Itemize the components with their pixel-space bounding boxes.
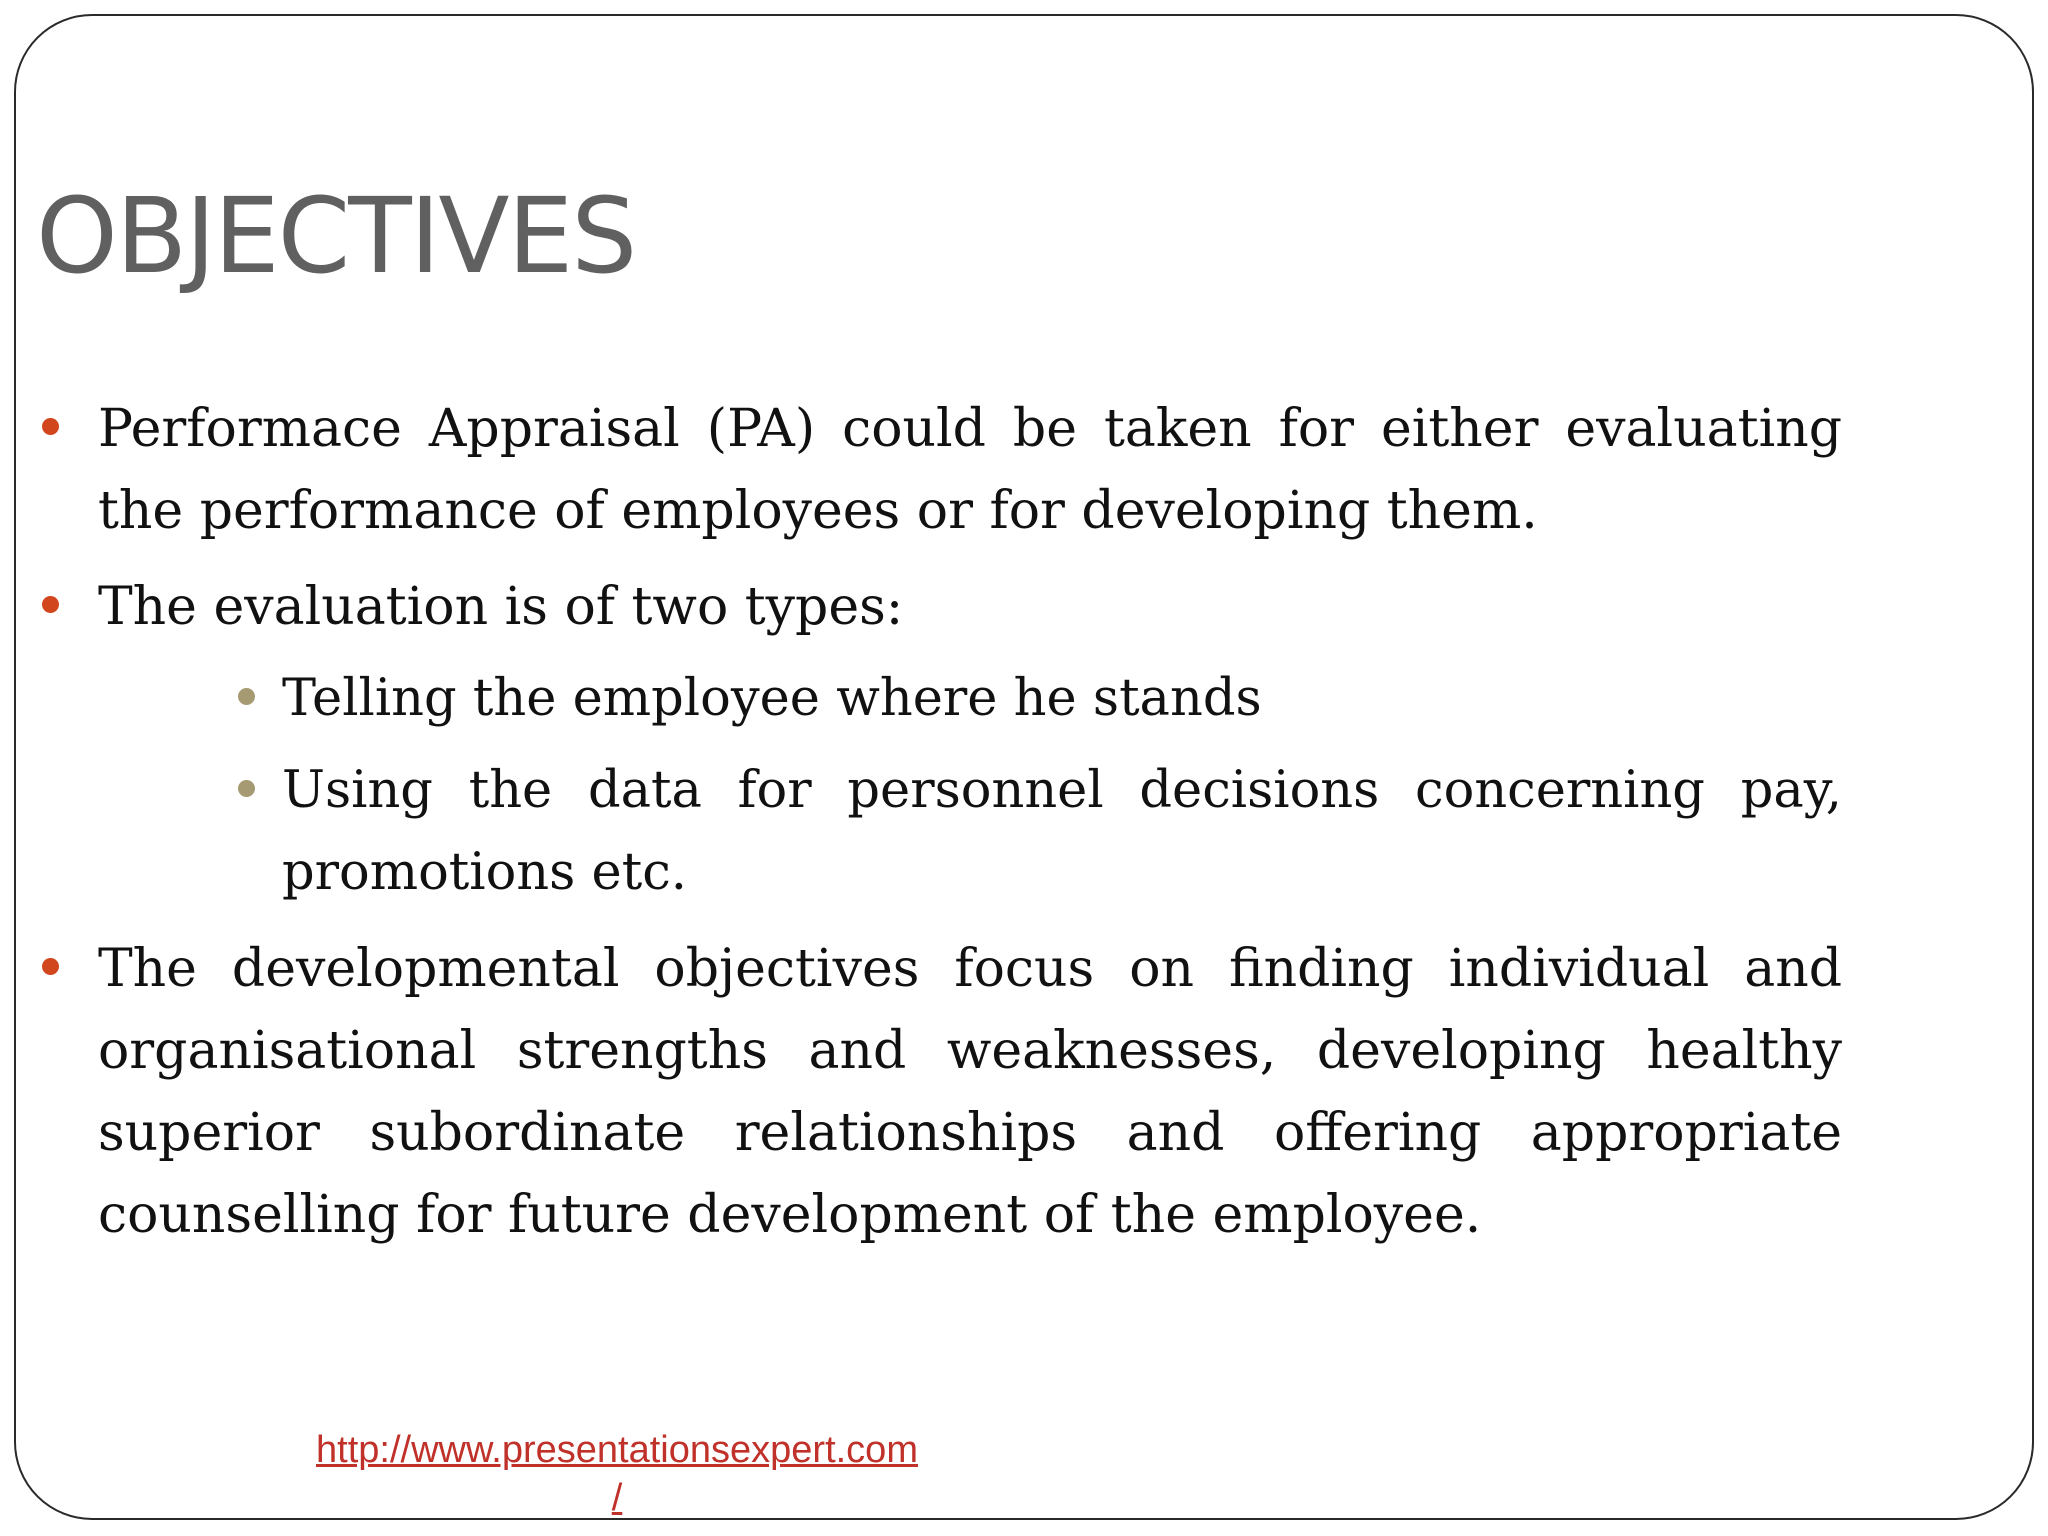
bullet-dot-icon bbox=[42, 418, 59, 435]
sub-bullet-dot-icon bbox=[238, 780, 255, 797]
bullet-dot-icon bbox=[42, 596, 59, 613]
bullet-list bbox=[16, 388, 1866, 1256]
bullet-item bbox=[16, 928, 1866, 1256]
footer-link-line1: http://www.presentationsexpert.com bbox=[316, 1429, 918, 1471]
footer-link-line2: / bbox=[611, 1477, 623, 1519]
bullet-item bbox=[16, 566, 1866, 648]
footer-link[interactable] bbox=[292, 1426, 942, 1520]
slide bbox=[14, 14, 2034, 1520]
bullet-item bbox=[16, 388, 1866, 552]
bullet-text: The developmental objectives focus on finding individual and organisational strengths and weaknesses, developing healthy superior subordinate relationships and offering appropriate counselling for future development of the employee. bbox=[98, 939, 1842, 1245]
sub-bullet-dot-icon bbox=[238, 688, 255, 705]
sub-bullet-text: Telling the employee where he stands bbox=[282, 669, 1262, 728]
slide-title: OBJECTIVES bbox=[36, 175, 636, 297]
sub-bullet-item bbox=[16, 750, 1866, 914]
bullet-text: Performace Appraisal (PA) could be taken for either evaluating the performance of employees or for developing them. bbox=[98, 399, 1842, 541]
sub-bullet-item bbox=[16, 658, 1866, 740]
bullet-dot-icon bbox=[42, 958, 59, 975]
bullet-text: The evaluation is of two types: bbox=[98, 577, 904, 637]
sub-bullet-text: Using the data for personnel decisions concerning pay, promotions etc. bbox=[282, 761, 1842, 902]
